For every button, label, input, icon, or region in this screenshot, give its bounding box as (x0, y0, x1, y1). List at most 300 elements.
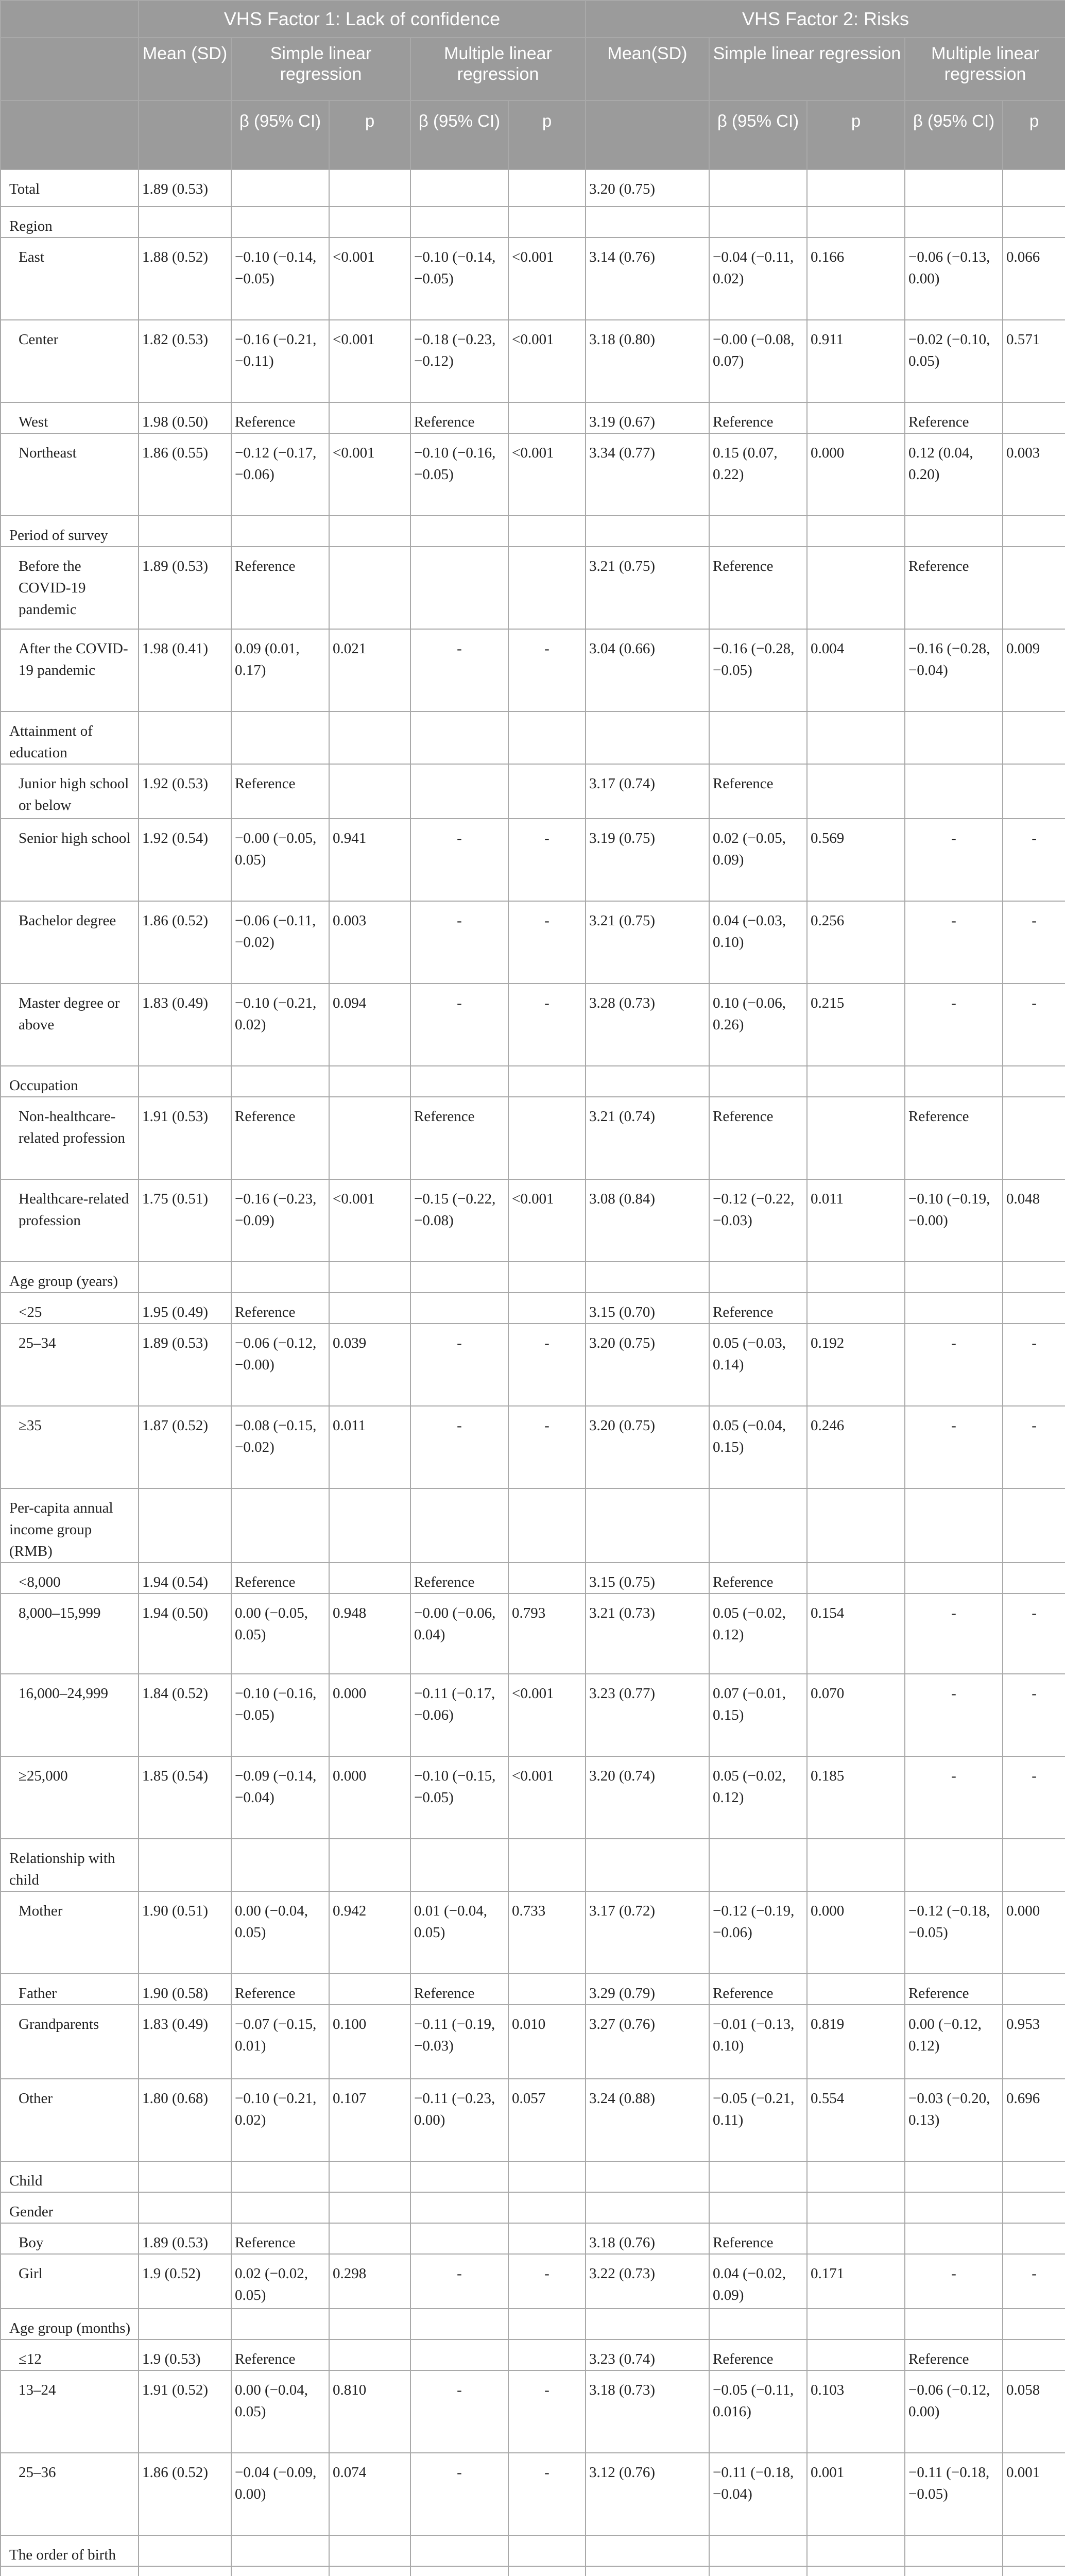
data-cell: 0.185 (807, 1756, 905, 1839)
table-row (1, 1756, 1065, 1839)
data-cell: - (905, 1406, 1003, 1488)
data-cell: 0.696 (1003, 2079, 1065, 2161)
data-cell (807, 1563, 905, 1594)
data-cell (329, 170, 410, 207)
empty-cell (905, 1262, 1003, 1293)
data-cell: - (905, 1756, 1003, 1839)
row-label: <8,000 (1, 1563, 139, 1594)
data-cell (807, 402, 905, 433)
empty-cell (586, 207, 709, 238)
data-cell (329, 1293, 410, 1324)
empty-cell (139, 1262, 231, 1293)
empty-cell (329, 2535, 410, 2566)
row-label: Other (1, 2079, 139, 2161)
data-cell: <0.001 (508, 1756, 586, 1839)
data-cell: 3.34 (0.77) (586, 433, 709, 516)
data-cell: 1.98 (0.41) (139, 629, 231, 711)
data-cell: 3.23 (0.77) (586, 1674, 709, 1756)
data-cell: 3.15 (0.70) (586, 1293, 709, 1324)
data-cell: −0.11 (−0.23, 0.00) (410, 2079, 508, 2161)
data-cell: 0.009 (1003, 629, 1065, 711)
data-cell: 3.27 (0.76) (586, 2005, 709, 2079)
empty-cell (329, 2309, 410, 2340)
data-cell (329, 2566, 410, 2576)
data-cell: Reference (231, 1097, 329, 1179)
data-cell: 0.058 (1003, 2370, 1065, 2453)
data-cell (1003, 1974, 1065, 2005)
data-cell: Reference (905, 1097, 1003, 1179)
data-cell: 3.15 (0.75) (586, 1563, 709, 1594)
row-label: Boy (1, 2223, 139, 2254)
data-cell (508, 402, 586, 433)
table-row (1, 547, 1065, 629)
data-cell (807, 2340, 905, 2370)
data-cell: 1.91 (0.52) (139, 2370, 231, 2453)
empty-cell (1003, 1488, 1065, 1563)
data-cell (1003, 1097, 1065, 1179)
data-cell: <0.001 (329, 433, 410, 516)
empty-cell (139, 2161, 231, 2192)
empty-cell (709, 2192, 807, 2223)
section-label: Gender (1, 2192, 139, 2223)
data-cell: Reference (231, 1563, 329, 1594)
table-row (1, 1179, 1065, 1262)
data-cell: 0.554 (807, 2079, 905, 2161)
data-cell: 1.89 (0.53) (139, 547, 231, 629)
section-row (1, 1262, 1065, 1293)
empty-cell (709, 1262, 807, 1293)
row-label: Total (1, 170, 139, 207)
data-cell (329, 1563, 410, 1594)
data-cell (508, 547, 586, 629)
section-row (1, 2161, 1065, 2192)
empty-cell (905, 2309, 1003, 2340)
section-row (1, 711, 1065, 764)
data-cell (1003, 2340, 1065, 2370)
table-row (1, 402, 1065, 433)
data-cell: −0.18 (−0.23, −0.12) (410, 320, 508, 402)
data-cell (508, 2223, 586, 2254)
section-row (1, 2535, 1065, 2566)
empty-cell (231, 711, 329, 764)
row-label: Father (1, 1974, 139, 2005)
data-cell: 3.21 (0.73) (586, 1594, 709, 1674)
empty-cell (807, 516, 905, 547)
table-row (1, 433, 1065, 516)
header-beta-3: β (95% CI) (709, 100, 807, 170)
data-cell (1003, 2223, 1065, 2254)
section-row (1, 1488, 1065, 1563)
empty-cell (905, 711, 1003, 764)
data-cell: 0.09 (0.01, 0.17) (231, 629, 329, 711)
data-cell: 3.20 (0.75) (586, 1324, 709, 1406)
data-cell (905, 2223, 1003, 2254)
data-cell (410, 547, 508, 629)
data-cell: −0.10 (−0.21, 0.02) (231, 2079, 329, 2161)
data-cell: 0.057 (508, 2079, 586, 2161)
data-cell: 1.92 (0.53) (139, 764, 231, 819)
data-cell: Reference (231, 764, 329, 819)
section-row (1, 207, 1065, 238)
empty-cell (410, 1262, 508, 1293)
row-label: Before the COVID-19 pandemic (1, 547, 139, 629)
data-cell: - (508, 2453, 586, 2535)
row-label: <25 (1, 1293, 139, 1324)
table-row (1, 764, 1065, 819)
data-cell: 0.066 (1003, 238, 1065, 320)
data-cell: −0.00 (−0.06, 0.04) (410, 1594, 508, 1674)
data-cell: 1.9 (0.52) (139, 2254, 231, 2309)
data-cell: - (410, 2254, 508, 2309)
empty-cell (329, 1262, 410, 1293)
header-beta-4: β (95% CI) (905, 100, 1003, 170)
empty-cell (709, 516, 807, 547)
data-cell: 1.90 (0.51) (139, 1891, 231, 1974)
table-row (1, 320, 1065, 402)
data-cell: 0.256 (807, 901, 905, 984)
data-cell (139, 2566, 231, 2576)
data-cell: −0.10 (−0.16, −0.05) (231, 1674, 329, 1756)
table-row (1, 1594, 1065, 1674)
data-cell: - (905, 901, 1003, 984)
data-cell: - (508, 901, 586, 984)
row-label: West (1, 402, 139, 433)
data-cell (586, 2566, 709, 2576)
data-cell: - (508, 629, 586, 711)
data-cell: −0.10 (−0.14, −0.05) (410, 238, 508, 320)
table-row (1, 1097, 1065, 1179)
empty-cell (586, 1066, 709, 1097)
data-cell: 0.810 (329, 2370, 410, 2453)
section-label: Attainment of education (1, 711, 139, 764)
data-cell: 0.00 (−0.05, 0.05) (231, 1594, 329, 1674)
data-cell: Reference (709, 1293, 807, 1324)
data-cell: −0.11 (−0.18, −0.05) (905, 2453, 1003, 2535)
data-cell: −0.05 (−0.11, 0.016) (709, 2370, 807, 2453)
data-cell: - (1003, 2254, 1065, 2309)
empty-cell (410, 2161, 508, 2192)
empty-cell (329, 711, 410, 764)
data-cell: 0.02 (−0.02, 0.05) (231, 2254, 329, 2309)
data-cell: 1.9 (0.53) (139, 2340, 231, 2370)
data-cell: 0.298 (329, 2254, 410, 2309)
data-cell: - (905, 1674, 1003, 1756)
data-cell: 0.010 (508, 2005, 586, 2079)
table-row (1, 238, 1065, 320)
section-label: Child (1, 2161, 139, 2192)
empty-cell (807, 207, 905, 238)
data-cell: 0.05 (−0.02, 0.12) (709, 1756, 807, 1839)
empty-cell (709, 207, 807, 238)
table-row (1, 629, 1065, 711)
empty-cell (231, 2192, 329, 2223)
data-cell: 3.17 (0.72) (586, 1891, 709, 1974)
data-cell: 0.000 (807, 433, 905, 516)
data-cell: 3.20 (0.75) (586, 1406, 709, 1488)
data-cell (410, 764, 508, 819)
data-cell: 3.22 (0.73) (586, 2254, 709, 2309)
data-cell (807, 1974, 905, 2005)
header-p-3: p (807, 100, 905, 170)
empty-cell (586, 1839, 709, 1891)
data-cell (508, 170, 586, 207)
data-cell (329, 2223, 410, 2254)
empty-cell (508, 2161, 586, 2192)
data-cell: 0.571 (1003, 320, 1065, 402)
empty-cell (508, 1488, 586, 1563)
empty-cell (807, 2535, 905, 2566)
data-cell: 0.000 (1003, 1891, 1065, 1974)
data-cell: 3.24 (0.88) (586, 2079, 709, 2161)
empty-cell (329, 2161, 410, 2192)
data-cell (410, 2223, 508, 2254)
header-blank-3 (1, 100, 139, 170)
data-cell: 0.942 (329, 1891, 410, 1974)
data-cell: 0.15 (0.07, 0.22) (709, 433, 807, 516)
empty-cell (586, 516, 709, 547)
empty-cell (1003, 711, 1065, 764)
data-cell: 1.86 (0.52) (139, 2453, 231, 2535)
data-cell: 1.80 (0.68) (139, 2079, 231, 2161)
empty-cell (905, 2535, 1003, 2566)
data-cell: 3.18 (0.73) (586, 2370, 709, 2453)
data-cell: 0.00 (−0.04, 0.05) (231, 1891, 329, 1974)
data-cell: 0.100 (329, 2005, 410, 2079)
table-row (1, 2223, 1065, 2254)
data-cell: 0.569 (807, 819, 905, 901)
data-cell: Reference (231, 1974, 329, 2005)
data-cell: <0.001 (329, 1179, 410, 1262)
empty-cell (231, 1488, 329, 1563)
data-cell: 0.003 (329, 901, 410, 984)
data-cell (905, 764, 1003, 819)
data-cell (1003, 764, 1065, 819)
data-cell: - (1003, 901, 1065, 984)
empty-cell (231, 516, 329, 547)
section-row (1, 2309, 1065, 2340)
data-cell: −0.11 (−0.19, −0.03) (410, 2005, 508, 2079)
empty-cell (410, 1066, 508, 1097)
data-cell: Reference (231, 1293, 329, 1324)
data-cell (807, 170, 905, 207)
data-cell: - (905, 2254, 1003, 2309)
data-cell: 1.92 (0.54) (139, 819, 231, 901)
empty-cell (329, 1488, 410, 1563)
data-cell: Reference (709, 1563, 807, 1594)
empty-cell (508, 2535, 586, 2566)
table-row (1, 2370, 1065, 2453)
empty-cell (329, 1839, 410, 1891)
data-cell: 3.18 (0.76) (586, 2223, 709, 2254)
empty-cell (807, 1066, 905, 1097)
data-cell: −0.03 (−0.20, 0.13) (905, 2079, 1003, 2161)
data-cell: - (508, 1324, 586, 1406)
data-cell: 3.12 (0.76) (586, 2453, 709, 2535)
data-cell: 3.18 (0.80) (586, 320, 709, 402)
data-cell: −0.00 (−0.08, 0.07) (709, 320, 807, 402)
data-cell: −0.09 (−0.14, −0.04) (231, 1756, 329, 1839)
data-cell: −0.04 (−0.09, 0.00) (231, 2453, 329, 2535)
empty-cell (709, 1066, 807, 1097)
data-cell: 0.074 (329, 2453, 410, 2535)
data-cell: <0.001 (329, 320, 410, 402)
row-label: Junior high school or below (1, 764, 139, 819)
table-row (1, 2254, 1065, 2309)
row-label: East (1, 238, 139, 320)
data-cell: 0.05 (−0.04, 0.15) (709, 1406, 807, 1488)
data-cell (329, 2340, 410, 2370)
data-cell (905, 170, 1003, 207)
header-p-4: p (1003, 100, 1065, 170)
data-cell: 0.094 (329, 984, 410, 1066)
data-cell: Reference (231, 547, 329, 629)
data-cell: 1.85 (0.54) (139, 1756, 231, 1839)
data-cell (508, 2340, 586, 2370)
data-cell (508, 1097, 586, 1179)
empty-cell (329, 1066, 410, 1097)
data-cell: - (1003, 819, 1065, 901)
data-cell (329, 1097, 410, 1179)
empty-cell (139, 2535, 231, 2566)
empty-cell (905, 1839, 1003, 1891)
data-cell: 0.107 (329, 2079, 410, 2161)
data-cell (1003, 547, 1065, 629)
data-cell (508, 1563, 586, 1594)
empty-cell (709, 2535, 807, 2566)
data-cell: - (508, 819, 586, 901)
data-cell: 0.021 (329, 629, 410, 711)
data-cell: 0.07 (−0.01, 0.15) (709, 1674, 807, 1756)
row-label: Healthcare-related profession (1, 1179, 139, 1262)
empty-cell (1003, 2192, 1065, 2223)
empty-cell (709, 1839, 807, 1891)
data-cell (807, 1097, 905, 1179)
header-p-2: p (508, 100, 586, 170)
section-row (1, 1066, 1065, 1097)
data-cell: 0.171 (807, 2254, 905, 2309)
empty-cell (1003, 1262, 1065, 1293)
section-row (1, 1839, 1065, 1891)
data-cell (508, 2566, 586, 2576)
data-cell: 1.86 (0.55) (139, 433, 231, 516)
table-row (1, 901, 1065, 984)
section-label: Age group (years) (1, 1262, 139, 1293)
data-cell: - (410, 1324, 508, 1406)
data-cell: −0.10 (−0.19, −0.00) (905, 1179, 1003, 1262)
data-cell: −0.01 (−0.13, 0.10) (709, 2005, 807, 2079)
table-row (1, 1674, 1065, 1756)
data-cell: 0.011 (329, 1406, 410, 1488)
data-cell: Reference (709, 402, 807, 433)
data-cell: 0.004 (807, 629, 905, 711)
data-cell: 0.00 (−0.12, 0.12) (905, 2005, 1003, 2079)
empty-cell (231, 1066, 329, 1097)
data-cell: 3.20 (0.74) (586, 1756, 709, 1839)
empty-cell (508, 516, 586, 547)
data-cell (508, 1293, 586, 1324)
empty-cell (139, 516, 231, 547)
data-cell: 0.05 (−0.02, 0.12) (709, 1594, 807, 1674)
data-cell: Reference (709, 764, 807, 819)
data-cell (709, 170, 807, 207)
data-cell: 0.941 (329, 819, 410, 901)
data-cell: - (905, 1594, 1003, 1674)
data-cell (329, 547, 410, 629)
empty-cell (231, 2161, 329, 2192)
row-label: Master degree or above (1, 984, 139, 1066)
empty-cell (586, 2535, 709, 2566)
empty-cell (586, 2161, 709, 2192)
data-cell: −0.12 (−0.22, −0.03) (709, 1179, 807, 1262)
data-cell: 0.001 (807, 2453, 905, 2535)
data-cell: 0.003 (1003, 433, 1065, 516)
data-cell: Reference (905, 1974, 1003, 2005)
data-cell (807, 2566, 905, 2576)
data-cell: 1.98 (0.50) (139, 402, 231, 433)
data-cell: 1.94 (0.50) (139, 1594, 231, 1674)
data-cell: Reference (709, 547, 807, 629)
data-cell: 1.91 (0.53) (139, 1097, 231, 1179)
data-cell: - (410, 2453, 508, 2535)
data-cell: 0.793 (508, 1594, 586, 1674)
data-cell: 1.83 (0.49) (139, 984, 231, 1066)
table-row (1, 1406, 1065, 1488)
data-cell: −0.04 (−0.11, 0.02) (709, 238, 807, 320)
data-cell: Reference (709, 1974, 807, 2005)
section-label: Period of survey (1, 516, 139, 547)
data-cell: −0.06 (−0.12, 0.00) (905, 2370, 1003, 2453)
data-cell: - (410, 629, 508, 711)
data-cell: −0.11 (−0.17, −0.06) (410, 1674, 508, 1756)
data-cell: 1.75 (0.51) (139, 1179, 231, 1262)
data-cell: 0.948 (329, 1594, 410, 1674)
empty-cell (1003, 2161, 1065, 2192)
empty-cell (139, 1488, 231, 1563)
empty-cell (586, 711, 709, 764)
empty-cell (709, 1488, 807, 1563)
empty-cell (508, 1262, 586, 1293)
data-cell: 0.02 (−0.05, 0.09) (709, 819, 807, 901)
data-cell: −0.16 (−0.28, −0.05) (709, 629, 807, 711)
data-cell (905, 1293, 1003, 1324)
data-cell: 1.84 (0.52) (139, 1674, 231, 1756)
data-cell: 3.19 (0.67) (586, 402, 709, 433)
data-cell: - (905, 819, 1003, 901)
data-cell: <0.001 (508, 238, 586, 320)
empty-cell (508, 711, 586, 764)
empty-cell (410, 711, 508, 764)
header-beta-1: β (95% CI) (231, 100, 329, 170)
data-cell: 1.89 (0.53) (139, 1324, 231, 1406)
data-cell: Reference (905, 2340, 1003, 2370)
data-cell: 3.28 (0.73) (586, 984, 709, 1066)
empty-cell (709, 711, 807, 764)
empty-cell (586, 1488, 709, 1563)
data-cell: <0.001 (329, 238, 410, 320)
data-cell: - (410, 2370, 508, 2453)
data-cell: −0.16 (−0.21, −0.11) (231, 320, 329, 402)
data-cell: Reference (709, 2223, 807, 2254)
data-cell: 1.89 (0.53) (139, 170, 231, 207)
data-cell: - (1003, 1756, 1065, 1839)
data-cell: - (508, 2254, 586, 2309)
data-cell (410, 2566, 508, 2576)
row-label: Northeast (1, 433, 139, 516)
data-cell: 3.19 (0.75) (586, 819, 709, 901)
data-cell: −0.10 (−0.14, −0.05) (231, 238, 329, 320)
empty-cell (1003, 1066, 1065, 1097)
data-cell: Reference (231, 2340, 329, 2370)
